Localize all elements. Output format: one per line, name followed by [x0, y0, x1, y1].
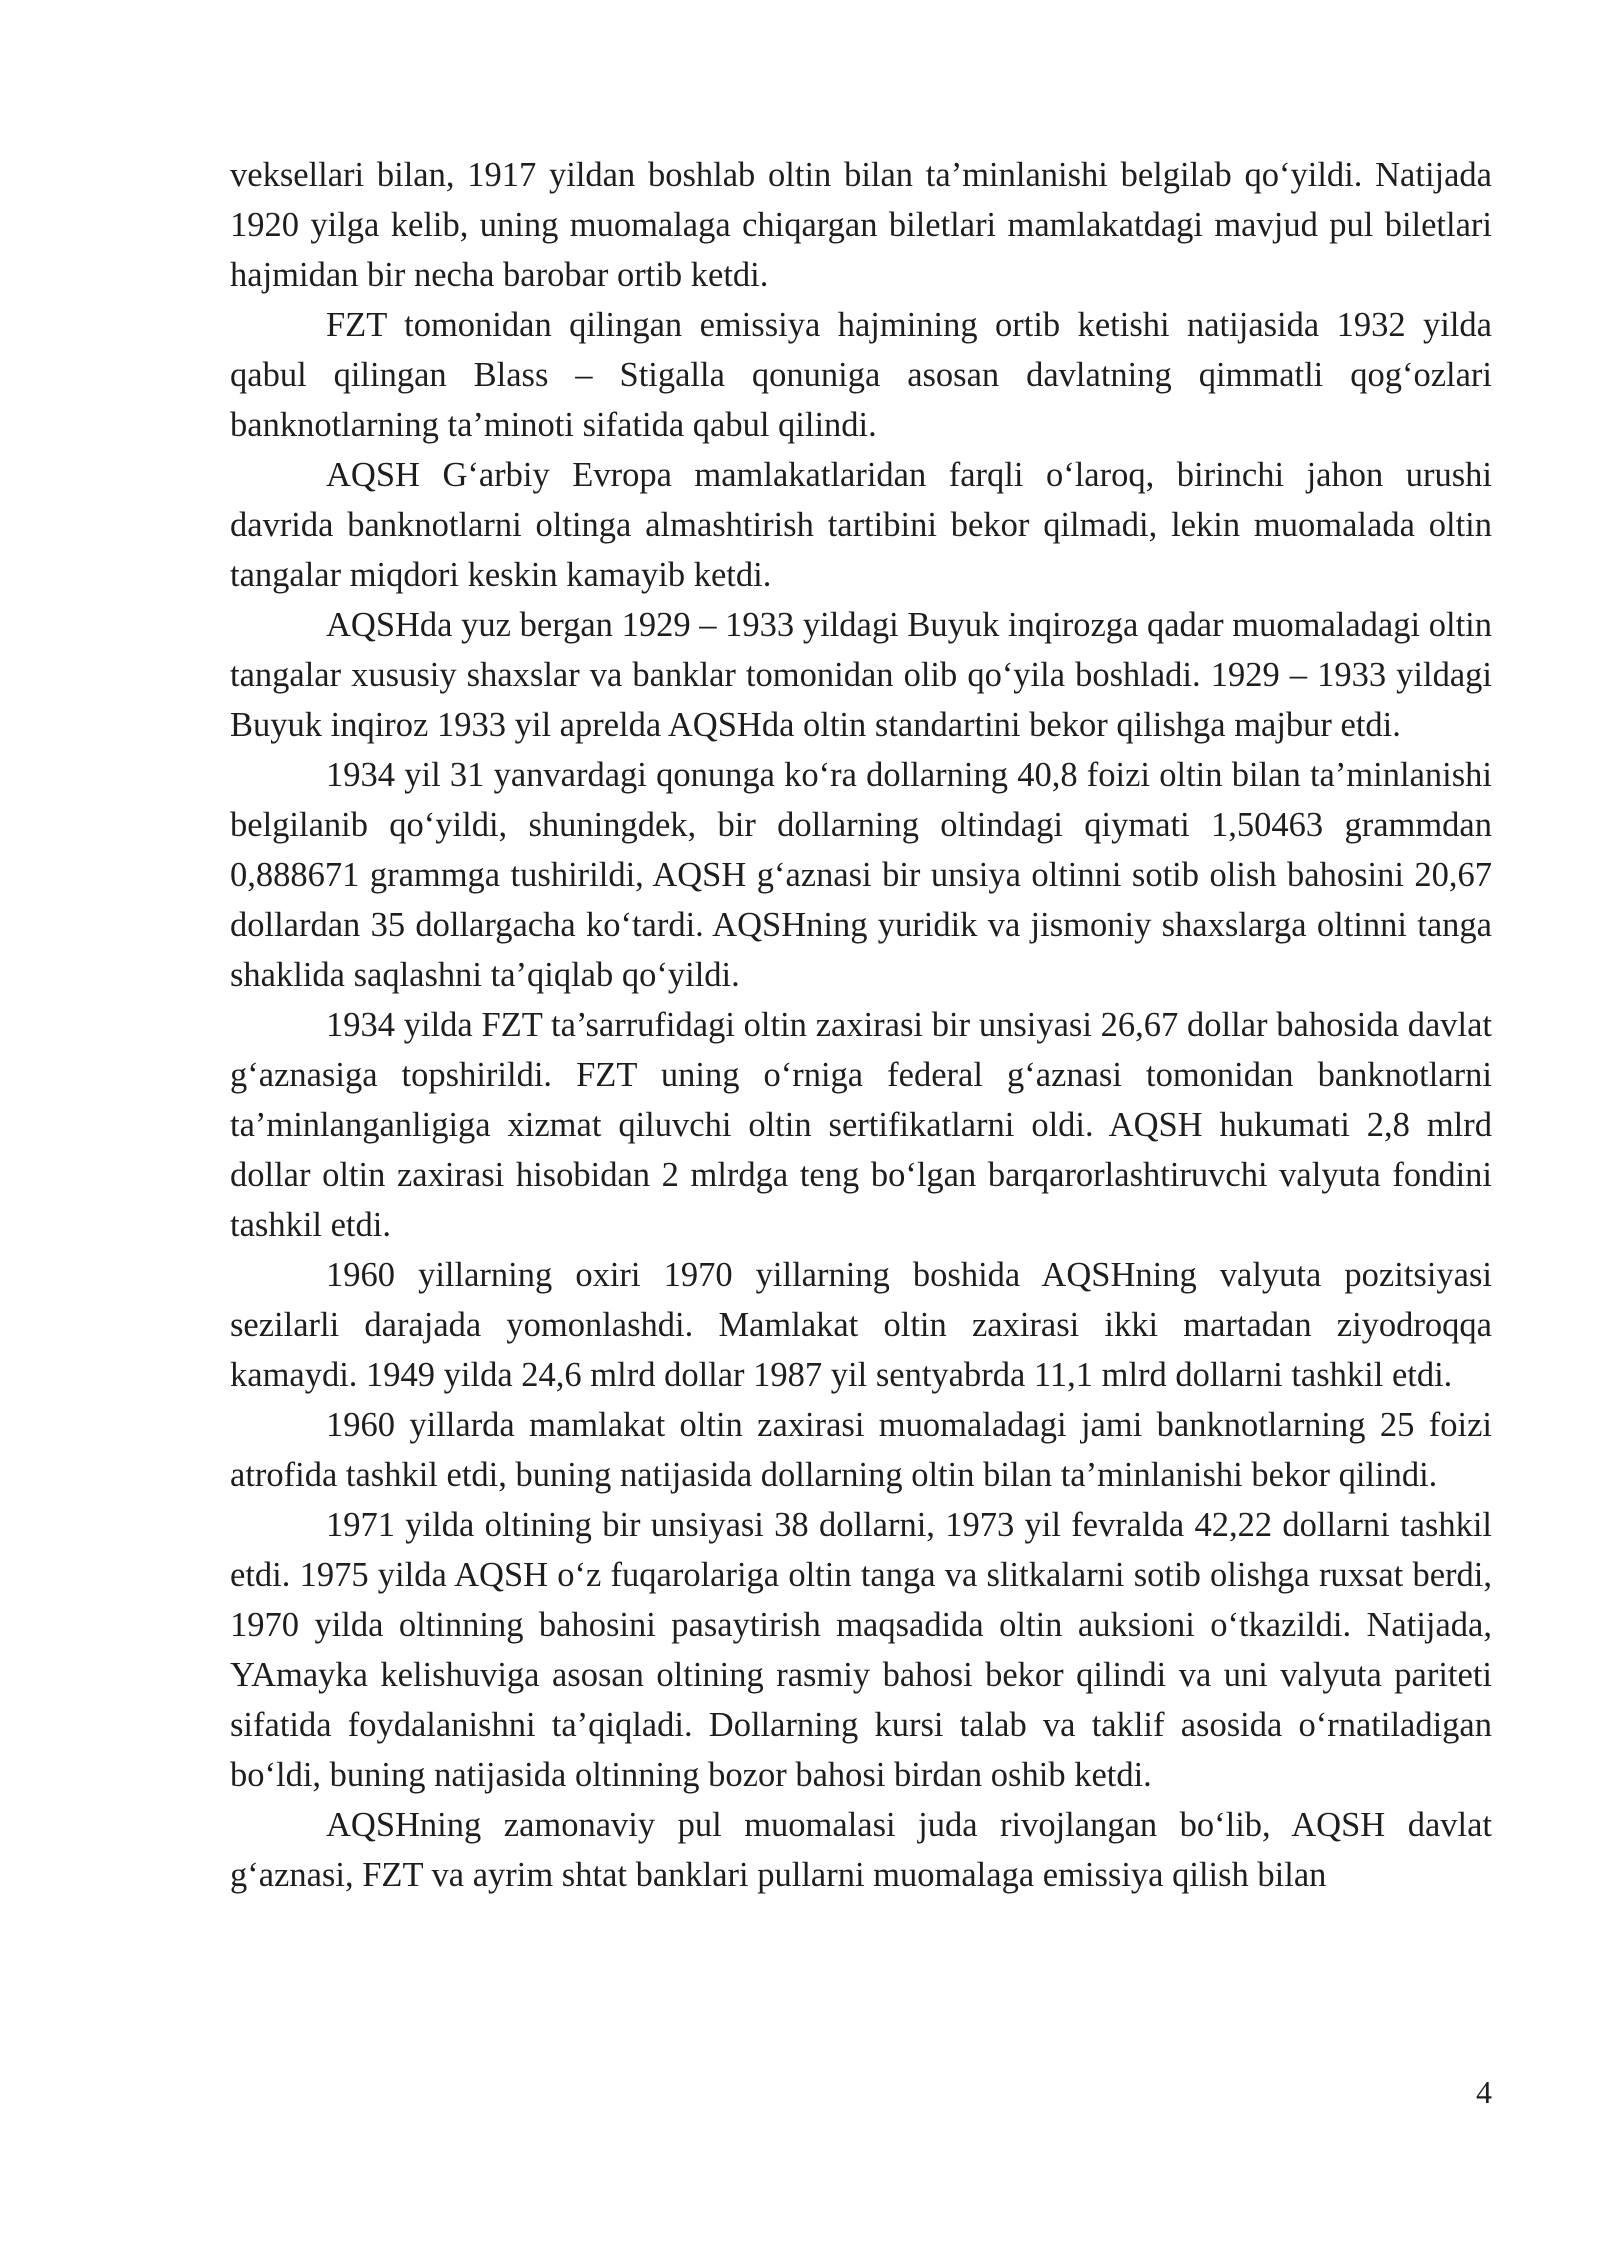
paragraph: 1960 yillarda mamlakat oltin zaxirasi muomaladagi jami banknotlarning 25 foizi atrofida tashkil etdi, buning natijasida dollarning oltin bilan ta’minlanishi bekor qilindi.	[230, 1406, 1492, 1494]
paragraph-continued: veksellari bilan, 1917 yildan boshlab oltin bilan ta’minlanishi belgilab qo‘yildi. Natijada 1920 yilga kelib, uning muomalaga chiqargan biletlari mamlakatdagi mavjud pul biletlari hajmidan bir necha barobar ortib ketdi.	[230, 156, 1492, 294]
paragraph: AQSH G‘arbiy Evropa mamlakatlaridan farqli o‘laroq, birinchi jahon urushi davrida banknotlarni oltinga almashtirish tartibini bekor qilmadi, lekin muomalada oltin tangalar miqdori keskin kamayib ketdi.	[230, 456, 1492, 594]
body-text	[230, 150, 1492, 1900]
paragraph: 1971 yilda oltining bir unsiyasi 38 dollarni, 1973 yil fevralda 42,22 dollarni tashkil etdi. 1975 yilda AQSH o‘z fuqarolariga oltin tanga va slitkalarni sotib olishga ruxsat berdi, 1970 yilda oltinning bahosini pasaytirish maqsadida oltin auksioni o‘tkazildi. Natijada, YAmayka kelishuviga asosan oltining rasmiy bahosi bekor qilindi va uni valyuta pariteti sifatida foydalanishni ta’qiqladi. Dollarning kursi talab va taklif asosida o‘rnatiladigan bo‘ldi, buning natijasida oltinning bozor bahosi birdan oshib ketdi.	[230, 1506, 1492, 1794]
paragraph: FZT tomonidan qilingan emissiya hajmining ortib ketishi natijasida 1932 yilda qabul qilingan Blass – Stigalla qonuniga asosan davlatning qimmatli qog‘ozlari banknotlarning ta’minoti sifatida qabul qilindi.	[230, 306, 1492, 444]
paragraph: 1934 yil 31 yanvardagi qonunga ko‘ra dollarning 40,8 foizi oltin bilan ta’minlanishi belgilanib qo‘yildi, shuningdek, bir dollarning oltindagi qiymati 1,50463 grammdan 0,888671 grammga tushirildi, AQSH g‘aznasi bir unsiya oltinni sotib olish bahosini 20,67 dollardan 35 dollargacha ko‘tardi. AQSHning yuridik va jismoniy shaxslarga oltinni tanga shaklida saqlashni ta’qiqlab qo‘yildi.	[230, 756, 1492, 994]
paragraph: AQSHda yuz bergan 1929 – 1933 yildagi Buyuk inqirozga qadar muomaladagi oltin tangalar xususiy shaxslar va banklar tomonidan olib qo‘yila boshladi. 1929 – 1933 yildagi Buyuk inqiroz 1933 yil aprelda AQSHda oltin standartini bekor qilishga majbur etdi.	[230, 606, 1492, 744]
paragraph: 1960 yillarning oxiri 1970 yillarning boshida AQSHning valyuta pozitsiyasi sezilarli darajada yomonlashdi. Mamlakat oltin zaxirasi ikki martadan ziyodroqqa kamaydi. 1949 yilda 24,6 mlrd dollar 1987 yil sentyabrda 11,1 mlrd dollarni tashkil etdi.	[230, 1256, 1492, 1394]
paragraph: AQSHning zamonaviy pul muomalasi juda rivojlangan bo‘lib, AQSH davlat g‘aznasi, FZT va ayrim shtat banklari pullarni muomalaga emissiya qilish bilan	[230, 1806, 1492, 1894]
paragraph: 1934 yilda FZT ta’sarrufidagi oltin zaxirasi bir unsiyasi 26,67 dollar bahosida davlat g‘aznasiga topshirildi. FZT uning o‘rniga federal g‘aznasi tomonidan banknotlarni ta’minlanganligiga xizmat qiluvchi oltin sertifikatlarni oldi. AQSH hukumati 2,8 mlrd dollar oltin zaxirasi hisobidan 2 mlrdga teng bo‘lgan barqarorlashtiruvchi valyuta fondini tashkil etdi.	[230, 1006, 1492, 1244]
page-number: 4	[1476, 2074, 1492, 2110]
